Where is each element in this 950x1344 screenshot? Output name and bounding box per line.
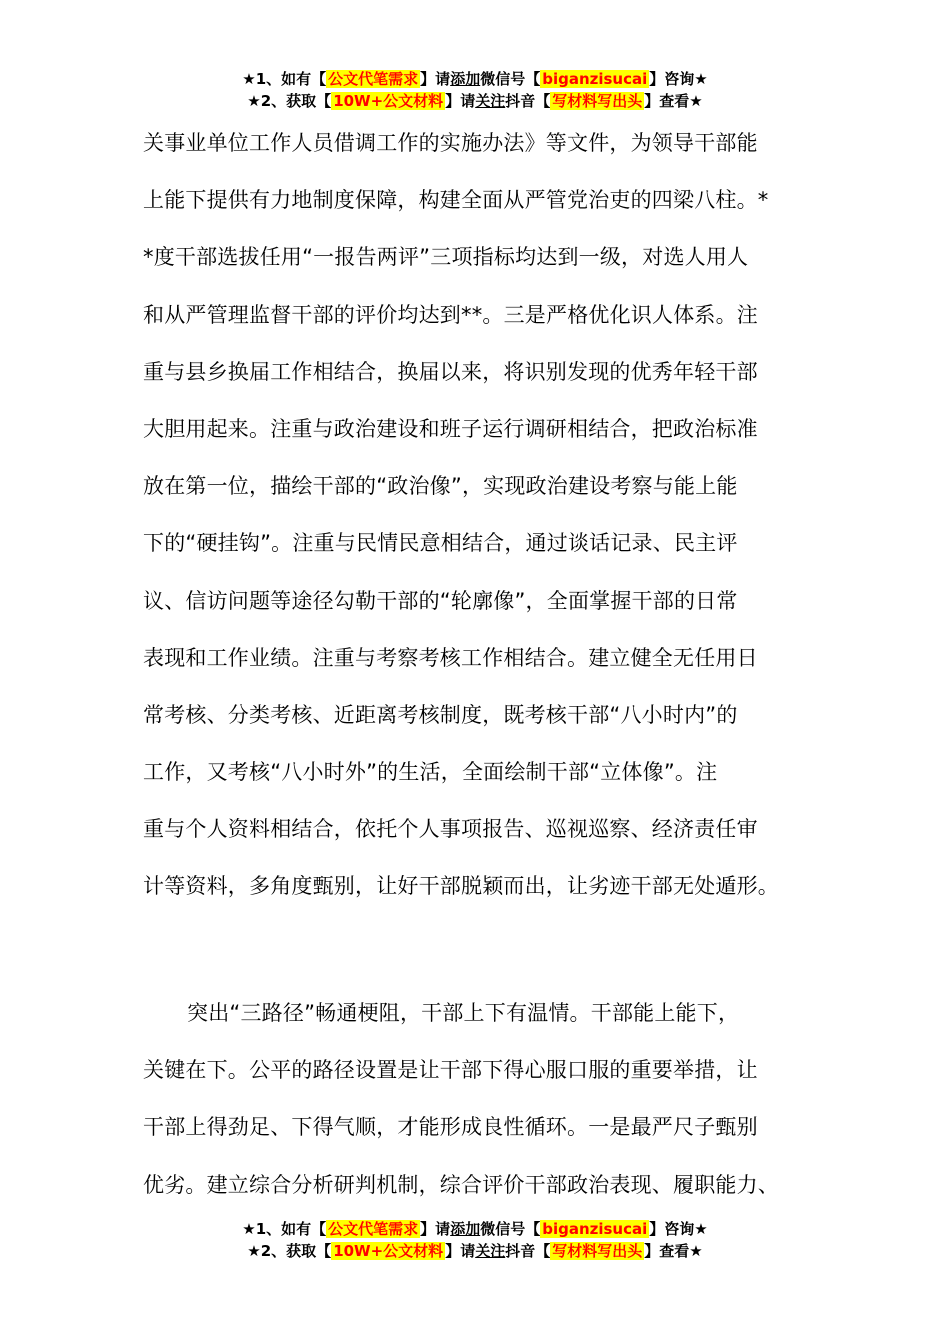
star-icon: ★ [242, 1220, 256, 1238]
text-line: 和从严管理监督干部的评价均达到**。三是严格优化识人体系。注 [143, 302, 758, 327]
text-line: 优劣。建立综合分析研判机制，综合评价干部政治表现、履职能力、 [143, 1172, 779, 1197]
text-line: 重与县乡换届工作相结合，换届以来，将识别发现的优秀年轻干部 [143, 359, 758, 384]
paragraph-2 [143, 985, 815, 1214]
text-line: 干部上得劲足、下得气顺，才能形成良性循环。一是最严尺子甄别 [143, 1115, 758, 1140]
douyin-highlight: 写材料写出头 [552, 92, 643, 110]
top-banner [0, 68, 950, 112]
text-line: 工作，又考核“八小时外”的生活，全面绘制干部“立体像”。注 [143, 760, 718, 785]
douyin-highlight: 写材料写出头 [552, 1242, 643, 1260]
text-line: *度干部选拔任用“一报告两评”三项指标均达到一级，对选人用人 [143, 245, 749, 270]
materials-highlight: 10W+公文材料 [333, 92, 444, 110]
wechat-id-highlight: biganzisucai [542, 70, 648, 88]
wechat-id-highlight: biganzisucai [542, 1220, 648, 1238]
text-line: 突出“三路径”畅通梗阻，干部上下有温情。干部能上能下， [187, 1001, 740, 1025]
banner-line-2: ★2、获取【 10W+公文材料 】请关注抖音【 写材料写出头 】查看★ [247, 92, 703, 110]
text-line: 关键在下。公平的路径设置是让干部下得心服口服的重要举措，让 [143, 1058, 758, 1083]
text-line: 重与个人资料相结合，依托个人事项报告、巡视巡察、经济责任审 [143, 817, 758, 842]
materials-highlight: 10W+公文材料 [333, 1242, 444, 1260]
text-line: 大胆用起来。注重与政治建设和班子运行调研相结合，把政治标准 [143, 416, 758, 441]
text-line: 放在第一位，描绘干部的“政治像”，实现政治建设考察与能上能 [143, 474, 738, 499]
text-line: 议、信访问题等途径勾勒干部的“轮廓像”，全面掌握干部的日常 [143, 588, 738, 613]
star-icon: ★ [247, 92, 261, 110]
text-line: 关事业单位工作人员借调工作的实施办法》等文件，为领导干部能 [143, 131, 758, 155]
star-icon: ★ [242, 70, 256, 88]
star-icon: ★ [247, 1242, 261, 1260]
text-line: 下的“硬挂钩”。注重与民情民意相结合，通过谈话记录、民主评 [143, 531, 738, 556]
text-line: 表现和工作业绩。注重与考察考核工作相结合。建立健全无任用日 [143, 645, 758, 670]
ghostwriting-highlight: 公文代笔需求 [328, 70, 419, 88]
text-line: 常考核、分类考核、近距离考核制度，既考核干部“八小时内”的 [143, 702, 738, 727]
paragraph-1 [143, 115, 815, 916]
banner-line-1: ★1、如有【 公文代笔需求 】请添加微信号【 biganzisucai 】咨询★ [242, 70, 708, 88]
text-line: 计等资料，多角度甄别，让好干部脱颖而出，让劣迹干部无处遁形。 [143, 874, 779, 899]
ghostwriting-highlight: 公文代笔需求 [328, 1220, 419, 1238]
text-line: 上能下提供有力地制度保障，构建全面从严管党治吏的四梁八柱。* [143, 188, 769, 213]
banner-line-1: ★1、如有【 公文代笔需求 】请添加微信号【 biganzisucai 】咨询★ [242, 1220, 708, 1238]
bottom-banner [0, 1218, 950, 1262]
banner-line-2: ★2、获取【 10W+公文材料 】请关注抖音【 写材料写出头 】查看★ [247, 1242, 703, 1260]
